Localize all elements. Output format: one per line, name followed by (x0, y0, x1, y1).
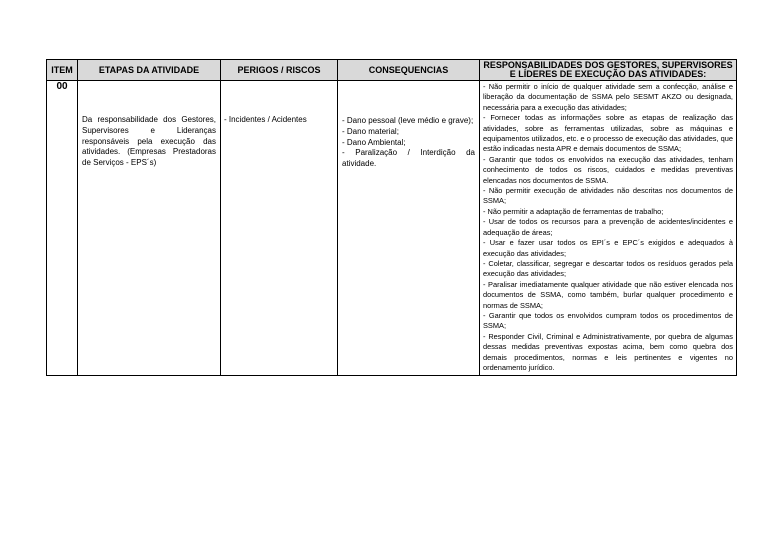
consequencias-list (338, 81, 479, 170)
consequencia-item: - Dano material; (342, 126, 399, 136)
responsabilidade-item: - Fornecer todas as informações sobre as etapas de realização das atividades, sobre as ferramentas utilizadas, sobre as máquinas e equipamentos utilizados, etc. e o processo de execução das atividades, que estão indicadas nesta APR e demais documentos de SSMA; (483, 113, 733, 154)
responsabilidade-item: - Paralisar imediatamente qualquer atividade que não estiver elencada nos documentos de SSMA, como também, burlar qualquer procedimento e normas de SSMA; (483, 279, 733, 310)
header-row (47, 60, 737, 81)
responsabilidade-item: - Não permitir a adaptação de ferramentas de trabalho; (483, 206, 664, 216)
table-row (47, 81, 737, 376)
header-perigos: PERIGOS / RISCOS (221, 60, 338, 81)
etapa-text: Da responsabilidade dos Gestores, Supervisores e Lideranças responsáveis pela execução das atividades. (Empresas Prestadoras de Serviços - EPS´s) (82, 115, 216, 168)
etapa-cell (78, 81, 221, 376)
consequencia-item: - Dano pessoal (leve médio e grave); (342, 116, 474, 125)
item-number: 00 (47, 81, 78, 376)
responsabilidade-item: - Garantir que todos os envolvidos na execução das atividades, tenham conhecimento de todos os riscos, cuidados e medidas preventivas elencadas nos documentos de SSMA. (483, 154, 733, 185)
responsabilidade-item: - Garantir que todos os envolvidos cumpram todos os procedimentos de SSMA; (483, 310, 733, 331)
perigos-cell (221, 81, 338, 376)
header-item: ITEM (47, 60, 78, 81)
consequencia-item: - Dano Ambiental; (342, 137, 406, 147)
consequencia-item: - Paralização / Interdição da atividade. (342, 148, 475, 169)
responsabilidades-cell (480, 81, 737, 376)
header-consequencias: CONSEQUENCIAS (338, 60, 480, 81)
perigos-text: - Incidentes / Acidentes (224, 115, 307, 124)
responsabilidade-item: - Coletar, classificar, segregar e descartar todos os resíduos gerados pela execução das atividades; (483, 258, 733, 279)
responsabilidades-list (480, 81, 736, 375)
header-responsabilidades: RESPONSABILIDADES DOS GESTORES, SUPERVISORES E LÍDERES DE EXECUÇÃO DAS ATIVIDADES: (480, 60, 737, 81)
consequencias-cell (338, 81, 480, 376)
responsabilidade-item: - Usar e fazer usar todos os EPI´s e EPC´s exigidos e adequados à execução das atividades; (483, 238, 733, 258)
apr-table (46, 59, 737, 376)
responsabilidade-item: - Usar de todos os recursos para a prevenção de acidentes/incidentes e adequação de áreas; (483, 217, 733, 237)
responsabilidade-item: - Responder Civil, Criminal e Administrativamente, por quebra de algumas dessas medidas preventivas expostas acima, bem como quebra dos demais procedimentos, normas e leis pertinentes e vigentes no ordenamento jurídico. (483, 331, 733, 372)
header-etapas: ETAPAS DA ATIVIDADE (78, 60, 221, 81)
responsabilidade-item: - Não permitir execução de atividades não descritas nos documentos de SSMA; (483, 186, 733, 206)
responsabilidade-item: - Não permitir o início de qualquer atividade sem a confecção, análise e liberação da documentação de SSMA pelo SESMT AKZO ou designada, necessária para a execução das atividades; (483, 82, 733, 112)
